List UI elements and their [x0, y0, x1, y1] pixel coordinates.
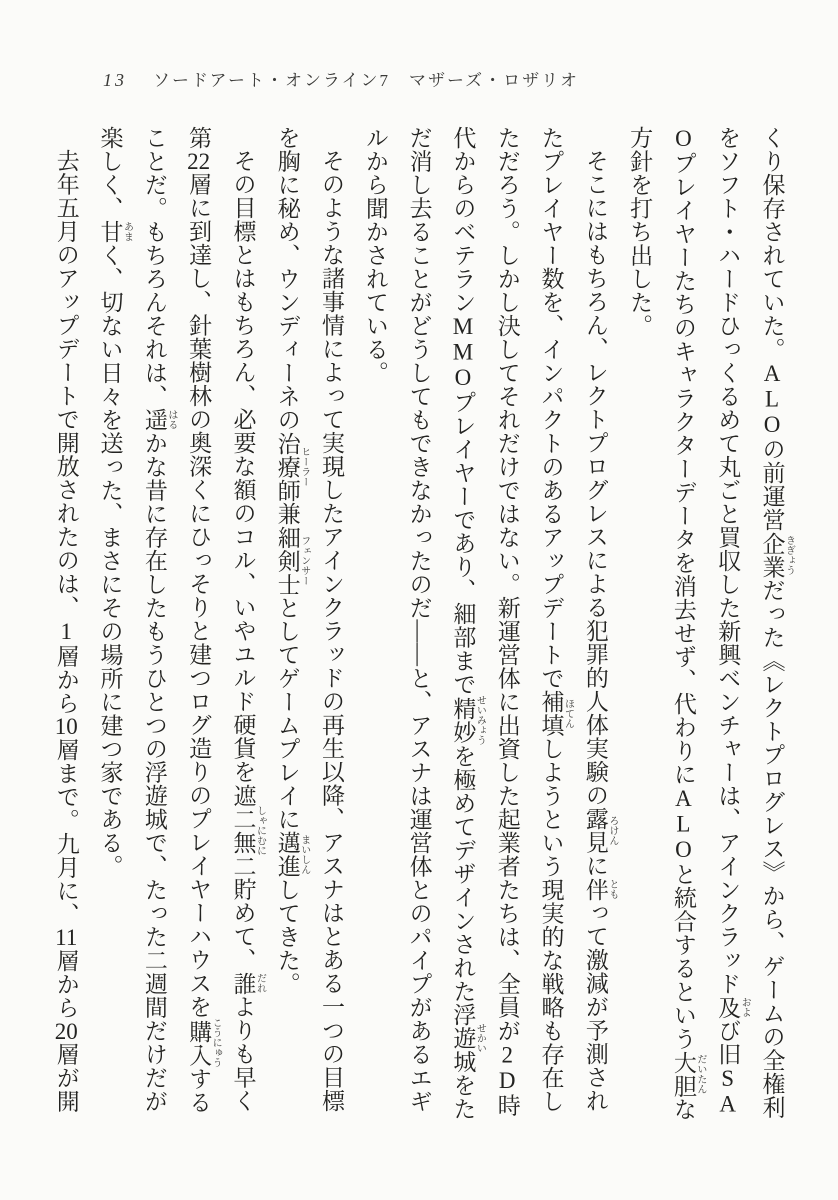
text-run: してきた。 [274, 878, 300, 996]
text-run: 兼 [274, 502, 300, 526]
text-line [265, 126, 309, 1140]
ruby-annotated-word: 甘 あま [97, 220, 133, 244]
text-run: ただろう。しかし決してそれだけではない。新運営体に出資した起業者たちは、全員が [494, 126, 520, 1043]
ruby-annotated-word: 大胆 だいたん [670, 1050, 706, 1098]
text-run: SA [715, 1066, 741, 1117]
ruby-annotated-word: 補填 ほてん [538, 690, 574, 737]
ruby-annotated-word: 精妙 せいみょう [450, 695, 486, 746]
text-line [573, 126, 617, 1140]
text-run: って激減が予測され [582, 901, 608, 1113]
text-run: を極めてデザインされた [450, 744, 476, 1003]
text-line [353, 126, 397, 1140]
text-run: O [670, 126, 696, 152]
text-line [750, 126, 794, 1140]
text-run: プレイヤーたちのキャラクターデータを消去せず、代わりに [670, 151, 696, 786]
text-run: 去年五月のアップデートで開放されたのは、 [53, 149, 79, 619]
text-run: その目標とはもちろん、必要な額のコル、いやユルド硬貨を [230, 149, 256, 784]
text-line [705, 126, 749, 1140]
running-header [103, 66, 579, 91]
text-run: を胸に秘め、ウンディーネの [274, 126, 300, 432]
text-run: プレイヤーであり、細部まで [450, 390, 476, 696]
text-run: 10 [54, 715, 78, 738]
text-run: 層まで。九月に、 [53, 738, 79, 926]
text-run: び旧 [715, 1019, 741, 1066]
ruby-annotated-word: 企業 きぎょう [759, 531, 795, 579]
text-line [441, 126, 485, 1140]
text-run: 層が開 [53, 1042, 79, 1113]
ruby-annotated-word: 露見 ろけん [582, 807, 618, 854]
ruby-annotated-word: 遮二無二 しゃにむに [230, 783, 266, 878]
ruby-annotated-word: 浮遊城 せかい [450, 1003, 486, 1074]
text-run: そこにはもちろん、レクトプログレスによる犯罪的人体実験の [582, 149, 608, 807]
text-line [44, 126, 88, 1140]
text-run: 方針を打ち出した。 [627, 126, 653, 338]
text-run: 代からのベテラン [450, 126, 476, 314]
ruby-annotated-word: 邁進 まいしん [274, 831, 310, 878]
text-run: 22 [187, 149, 211, 173]
text-line [661, 126, 705, 1140]
text-line [221, 126, 265, 1140]
text-run: だった《レクトプログレス》から、ゲームの全権利 [759, 578, 785, 1119]
ruby-annotated-word: 誰 だれ [230, 971, 266, 995]
ruby-annotated-word: 遥 はる [141, 408, 177, 432]
text-run: く、切ない日々を送った、まさにその場所に建つ家である。 [97, 243, 123, 878]
text-run: 層から [53, 949, 79, 1020]
vertical-text-block [44, 126, 794, 1140]
text-run: ALO [670, 786, 696, 863]
ruby-annotated-word: 及 およ [715, 995, 751, 1019]
text-run: くり保存されていた。 [759, 126, 785, 361]
text-run: な [670, 1097, 696, 1121]
text-run: の前運営 [759, 437, 785, 532]
text-run: 1 [53, 619, 79, 645]
text-run: と統合するという [670, 862, 696, 1051]
text-run: よりも早く [230, 995, 256, 1113]
text-run: をソフト・ハードひっくるめて丸ごと買収した新興ベンチャーは、アインクラッド [715, 126, 741, 996]
text-run: しようという現実的な戦略も存在し [538, 737, 564, 1113]
text-run: する [186, 1067, 212, 1114]
text-run: 楽しく、 [97, 126, 123, 220]
text-run: かな昔に存在したもうひとつの浮遊城で、たった二週間だけだが [141, 431, 167, 1113]
text-run: 層から [53, 644, 79, 715]
text-run: に [582, 854, 608, 878]
text-run: 層に到達し、針葉樹林の奥深くにひっそりと建つログ造りのプレイヤーハウスを [186, 172, 212, 1019]
text-line [176, 126, 220, 1140]
text-run: をた [450, 1073, 476, 1121]
text-run: たプレイヤー数を、インパクトのあるアップデートで [538, 126, 564, 690]
ruby-annotated-word: 伴 とも [582, 877, 618, 901]
text-run: 時 [494, 1093, 520, 1117]
text-run: 貯めて、 [230, 877, 256, 972]
text-run: 第 [186, 126, 212, 150]
text-line [485, 126, 529, 1140]
text-run: 2D [494, 1042, 520, 1094]
text-run: MMO [450, 314, 476, 391]
text-line [529, 126, 573, 1140]
text-run: 20 [54, 1019, 78, 1043]
text-line [88, 126, 132, 1140]
text-line [309, 126, 353, 1140]
text-run: ルから聞かされている。 [362, 126, 388, 385]
text-line [397, 126, 441, 1140]
text-run: 11 [55, 926, 78, 949]
ruby-annotated-word: 購入 こうにゅう [186, 1017, 222, 1068]
text-run: そのような諸事情によって実現したアインクラッドの再生以降、アスナはとある一つの目標 [319, 149, 345, 1113]
text-run: ALO [759, 361, 785, 438]
ruby-annotated-word: 細剣士 フェンサー [274, 525, 310, 596]
page-number: 13 [103, 70, 127, 90]
text-run: ことだ。もちろんそれは、 [141, 126, 167, 408]
text-run: だ消し去ることがどうしてもできなかったのだ――と、アスナは運営体とのパイプがあるエギ [406, 126, 432, 1113]
running-title: ソードアート・オンライン7 マザーズ・ロザリオ [153, 71, 579, 90]
text-run: としてゲームプレイに [274, 596, 300, 831]
ruby-annotated-word: 治療師 ヒーラー [274, 431, 310, 502]
text-line [132, 126, 176, 1140]
text-line [617, 126, 661, 1140]
